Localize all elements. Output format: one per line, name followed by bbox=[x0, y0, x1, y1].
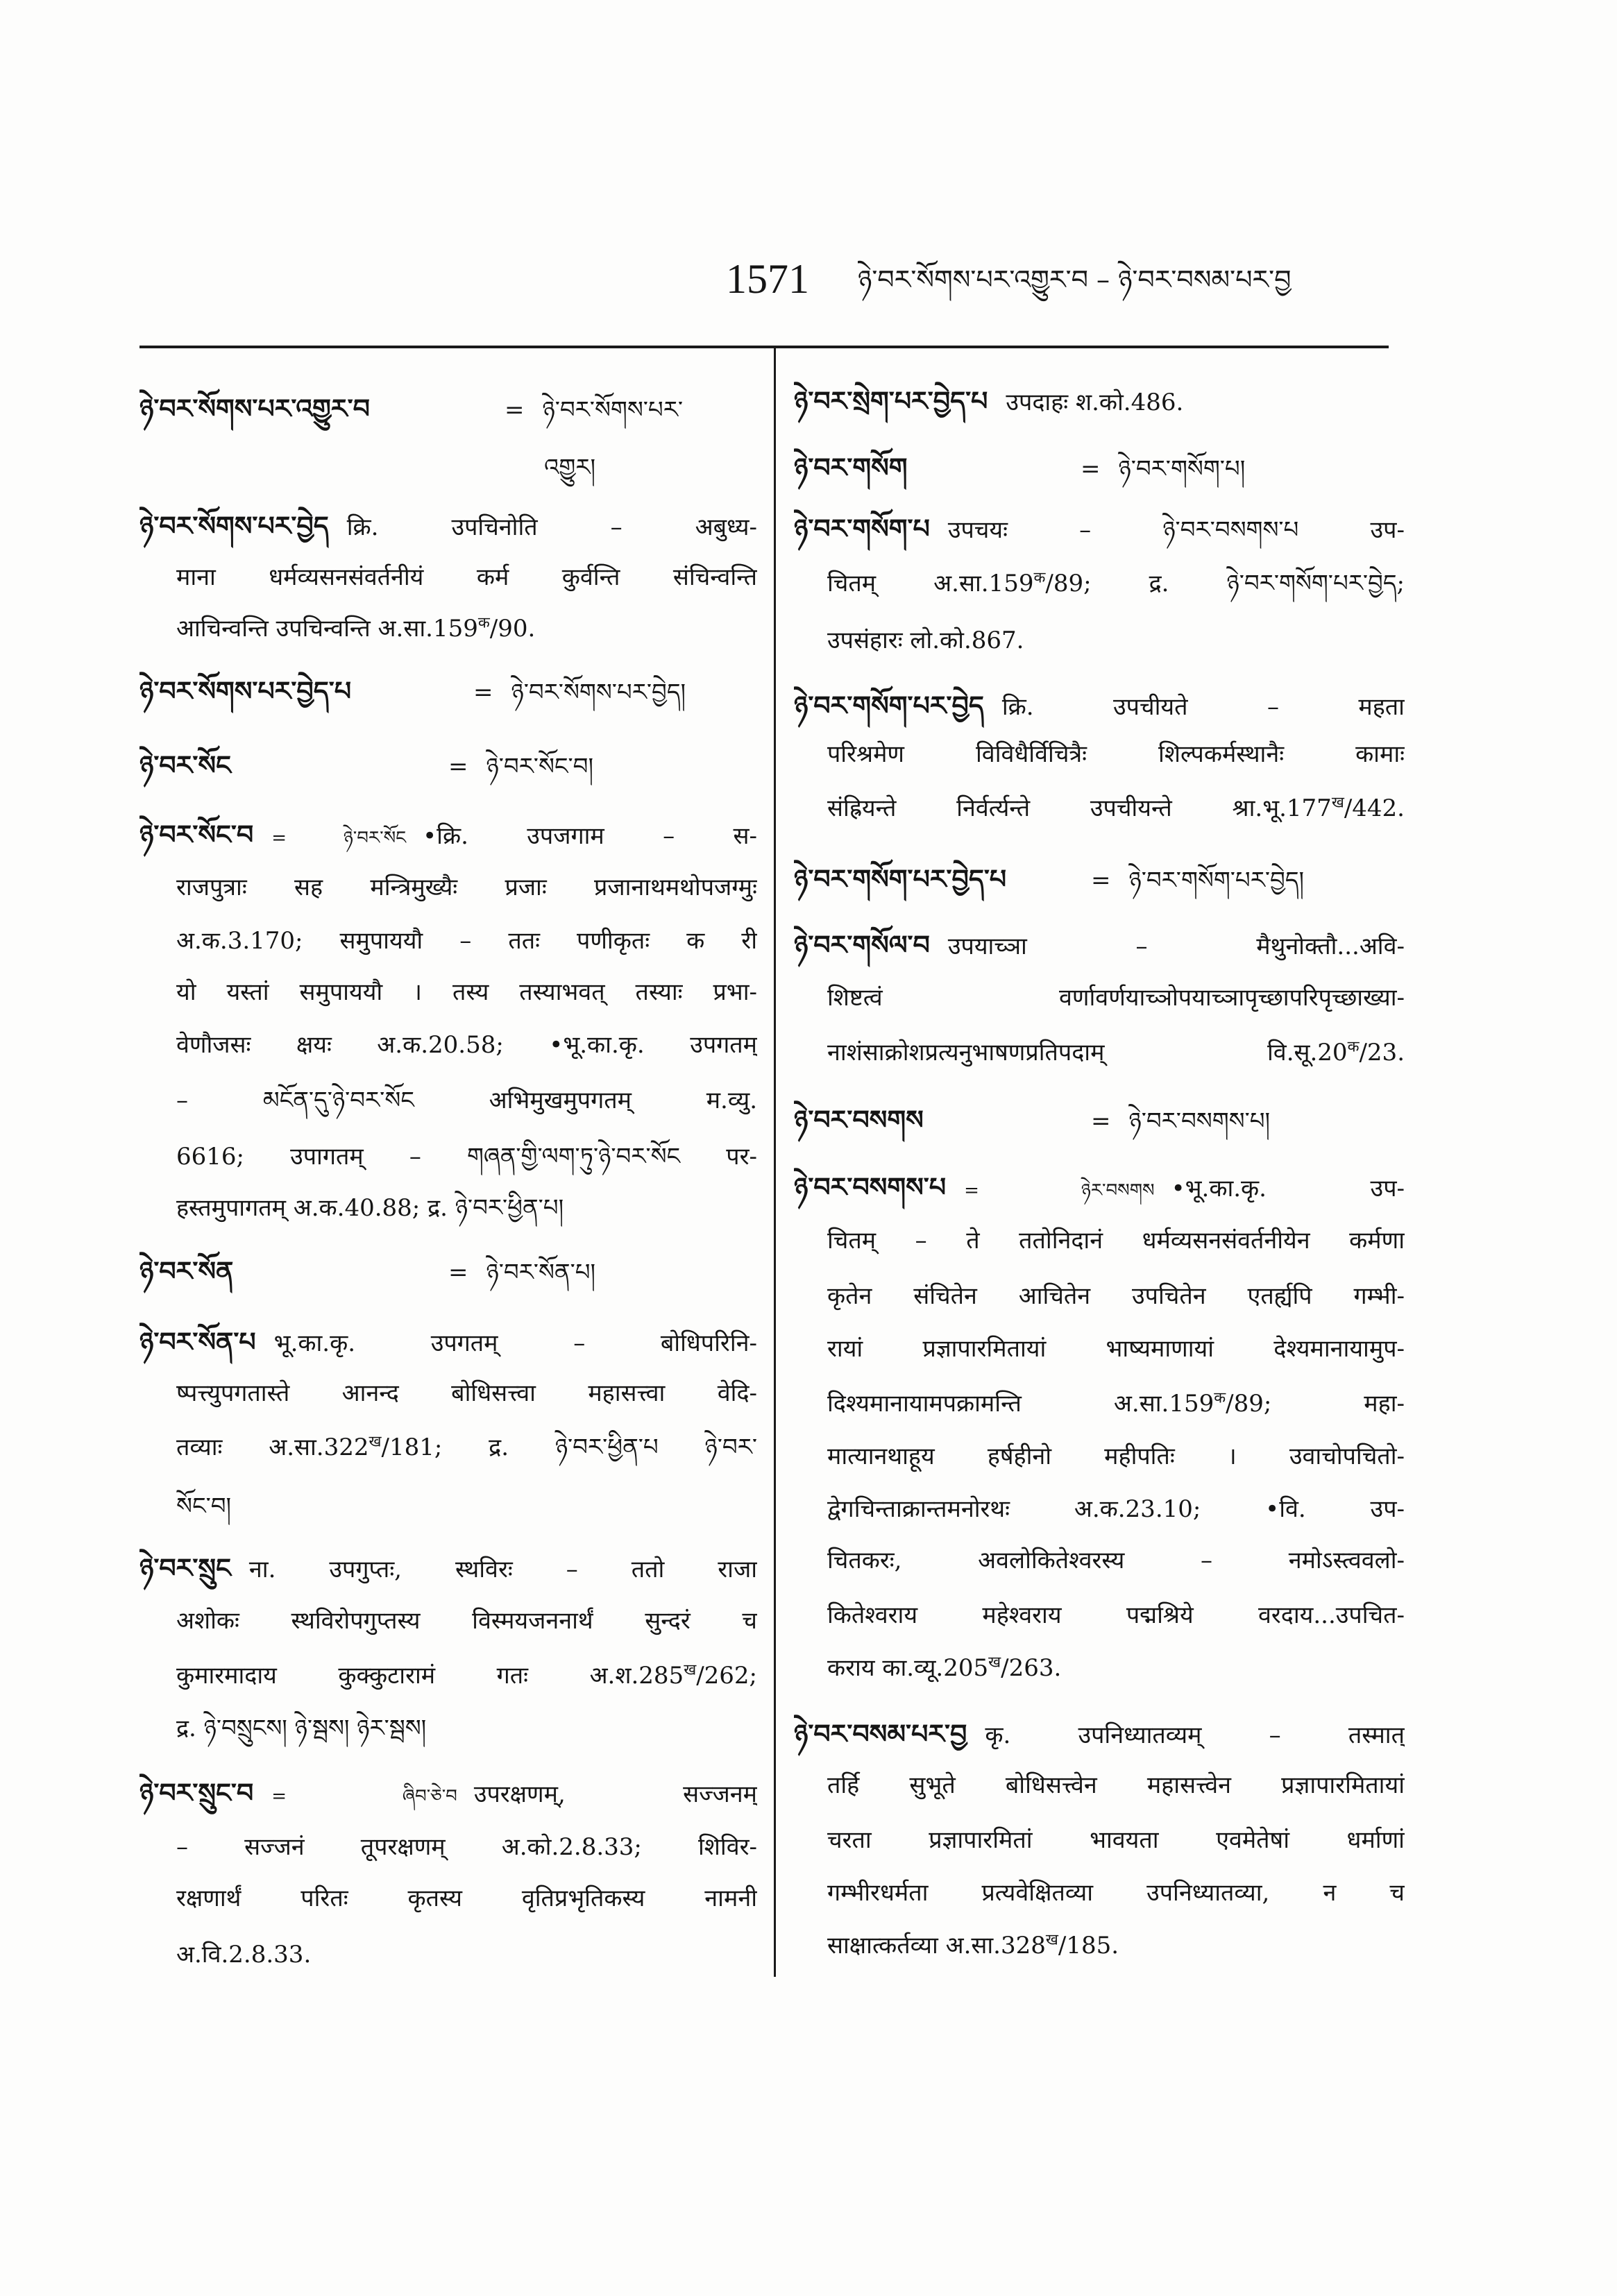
entry-continuation-line bbox=[176, 916, 757, 966]
entry-text: ཉེ་བར་སོགས་པར་བྱེད། bbox=[511, 679, 686, 706]
entry-text: चितकरः, अवलोकितेश्वरस्य – नमोऽस्त्ववलो- bbox=[827, 1547, 1405, 1574]
entry-text: मात्यानथाहूय हर्षहीनो महीपतिः । उवाचोपचितो- bbox=[827, 1443, 1405, 1470]
entry-first-line bbox=[794, 376, 1405, 426]
entry-text: /442. bbox=[1344, 794, 1405, 822]
entry-continuation-line bbox=[827, 1379, 1405, 1429]
headword: ཉེ་བར་བསགས་པ bbox=[794, 1171, 947, 1202]
entry-first-line bbox=[139, 501, 757, 551]
entry-text: माना धर्मव्यसनसंवर्तनीयं कर्म कुर्वन्ति संचिन्वन्ति bbox=[176, 563, 757, 591]
entry-continuation-line bbox=[176, 552, 757, 602]
equals-sign: = bbox=[1091, 1107, 1111, 1135]
superscript-mark: क bbox=[1347, 1038, 1360, 1056]
entry-text: •क्रि. उपजगाम – स- bbox=[423, 822, 757, 850]
entry-text: कराय का.व्यू.205 bbox=[827, 1654, 989, 1682]
entry-text: तव्याः अ.सा.322 bbox=[176, 1434, 369, 1461]
entry-text: अशोकः स्थविरोपगुप्तस्य विस्मयजननार्थं सुन्दरं च bbox=[176, 1607, 757, 1635]
entry-text: परिश्रमेण विविधैर्विचित्रैः शिल्पकर्मस्थानैः कामाः bbox=[827, 740, 1405, 768]
entry-text: भू.का.कृ. उपगतम् – बोधिपरिनि- bbox=[273, 1329, 757, 1357]
entry-first-line bbox=[794, 681, 1405, 731]
headword: ཉེ་བར་གསོག bbox=[794, 452, 908, 483]
entry-text: राजपुत्राः सह मन्त्रिमुख्यैः प्रजाः प्रजानाथमथोपजग्मुः bbox=[176, 874, 757, 901]
entry-first-line bbox=[139, 384, 757, 434]
entry-text: अ.वि.2.8.33. bbox=[176, 1941, 312, 1968]
entry-continuation-line bbox=[827, 783, 1405, 833]
superscript-mark: ख bbox=[369, 1433, 382, 1451]
entry-text: /185. bbox=[1058, 1932, 1119, 1959]
cross-reference: = ཉེར་བསགས bbox=[964, 1180, 1155, 1201]
right-column bbox=[794, 0, 1405, 2296]
entry-continuation-line bbox=[176, 1822, 757, 1872]
entry-text: ཉེ་བར་སོན་པ། bbox=[486, 1259, 596, 1286]
entry-text: यो यस्तां समुपाययौ । तस्य तस्याभवत् तस्याः प्रभा- bbox=[176, 978, 757, 1006]
entry-continuation-line bbox=[827, 1484, 1405, 1534]
entry-continuation-line bbox=[176, 1075, 757, 1125]
headword: ཉེ་བར་སོགས་པར་འགྱུར་བ bbox=[139, 393, 370, 424]
headword: ཉེ་བར་གསོག་པར་བྱེད་པ bbox=[794, 863, 1007, 894]
running-head: ཉེ་བར་སོགས་པར་འགྱུར་བ – ཉེ་བར་བསམ་པར་བྱ bbox=[858, 264, 1292, 295]
superscript-mark: क bbox=[477, 614, 490, 632]
headword: ཉེ་བར་སོན་པ bbox=[139, 1326, 256, 1357]
entry-continuation-line bbox=[176, 1481, 757, 1531]
entry-first-line bbox=[139, 740, 757, 790]
entry-first-line bbox=[139, 1317, 757, 1367]
entry-text: /89; द्र. ཉེ་བར་གསོག་པར་བྱེད; bbox=[1045, 570, 1405, 597]
entry-text: हस्तमुपागतम् अ.क.40.88; द्र. ཉེ་བར་ཕྱིན་པ། bbox=[176, 1194, 564, 1222]
entry-text: ཉེ་བར་གསོག་པ། bbox=[1118, 455, 1246, 483]
entry-first-line bbox=[794, 443, 1405, 493]
entry-text: कुमारमादाय कुक्कुटारामं गतः अ.श.285 bbox=[176, 1662, 684, 1690]
superscript-mark: ख bbox=[1331, 794, 1344, 812]
cross-reference: = ཉེ་བར་སོང bbox=[271, 828, 407, 849]
entry-continuation-line bbox=[827, 1431, 1405, 1481]
entry-continuation-line bbox=[176, 604, 757, 654]
entry-continuation-line bbox=[827, 1760, 1405, 1810]
entry-continuation-line bbox=[827, 1216, 1405, 1266]
entry-text: འགྱུར། bbox=[544, 454, 596, 482]
equals-sign: = bbox=[448, 1259, 468, 1286]
entry-text: दिश्यमानायामपक्रामन्ति अ.सा.159 bbox=[827, 1390, 1214, 1418]
entry-continuation-line bbox=[176, 1368, 757, 1418]
entry-text: /90. bbox=[489, 615, 536, 643]
equals-sign: = bbox=[1081, 455, 1101, 483]
column-divider bbox=[774, 348, 776, 1977]
entry-text: शिष्टत्वं वर्णावर्णयाच्ञोपयाच्ञापृच्छापरिपृच्छाख्या- bbox=[827, 984, 1405, 1012]
entry-text: ཉེ་བར་སོང་བ། bbox=[486, 753, 593, 781]
superscript-mark: ख bbox=[1045, 1931, 1058, 1949]
entry-first-line bbox=[139, 1246, 757, 1296]
equals-sign: = bbox=[473, 679, 493, 706]
headword: ཉེ་བར་སྲུང bbox=[139, 1552, 231, 1583]
page-number: 1571 bbox=[726, 256, 809, 302]
entry-text: /23. bbox=[1359, 1039, 1405, 1066]
entry-text: तर्हि सुभूते बोधिसत्त्वेन महासत्त्वेन प्रज्ञापारमितायां bbox=[827, 1771, 1405, 1799]
headword: ཉེ་བར་སྲེག་པར་བྱེད་པ bbox=[794, 385, 988, 416]
equals-sign: = bbox=[1091, 867, 1111, 894]
entry-text: द्र. ཉེ་བསྲུངས། ཉེ་སྦས། ཉེར་སྦས། bbox=[176, 1715, 427, 1742]
entry-first-line bbox=[139, 1768, 757, 1818]
entry-text: रायां प्रज्ञापारमितायां भाष्यमाणायां देश्यमानायामुप- bbox=[827, 1335, 1405, 1363]
entry-continuation-line bbox=[827, 1868, 1405, 1918]
left-column bbox=[139, 0, 757, 2296]
entry-text: साक्षात्कर्तव्या अ.सा.328 bbox=[827, 1932, 1046, 1959]
entry-continuation-line bbox=[176, 1132, 757, 1182]
entry-text: अ.क.3.170; समुपाययौ – ततः पणीकृतः क री bbox=[176, 927, 757, 955]
entry-text: •भू.का.कृ. उप- bbox=[1171, 1175, 1405, 1202]
superscript-mark: क bbox=[1214, 1389, 1226, 1407]
equals-sign: = bbox=[448, 753, 468, 781]
entry-text: क्रि. उपचीयते – महता bbox=[1001, 693, 1405, 721]
entry-text: – མངོན་དུ་ཉེ་བར་སོང अभिमुखमुपगतम् म.व्यु. bbox=[176, 1087, 757, 1114]
entry-text: नाशंसाक्रोशप्रत्यनुभाषणप्रतिपदाम् वि.सू.20 bbox=[827, 1039, 1348, 1066]
entry-continuation-line bbox=[827, 973, 1405, 1023]
headword: ཉེ་བར་སོགས་པར་བྱེད bbox=[139, 510, 329, 541]
headword: ཉེ་བར་གསོག་པ bbox=[794, 513, 930, 544]
entry-first-line bbox=[794, 1709, 1405, 1759]
entry-continuation-line bbox=[827, 559, 1405, 609]
entry-first-line bbox=[139, 666, 757, 716]
entry-continuation-line bbox=[827, 1271, 1405, 1321]
entry-text: कृतेन संचितेन आचितेन उपचितेन एतर्ह्यपि गम्भी- bbox=[827, 1282, 1405, 1310]
entry-text: उपरक्षणम्, सज्जनम् bbox=[473, 1780, 757, 1808]
entry-continuation-line bbox=[176, 1596, 757, 1646]
superscript-mark: ख bbox=[684, 1661, 697, 1679]
entry-continuation-line bbox=[827, 1028, 1405, 1078]
entry-text: /181; द्र. ཉེ་བར་ཕྱིན་པ ཉེ་བར་ bbox=[381, 1434, 757, 1461]
cross-reference: = ཞིབ་ཅེ་བ bbox=[271, 1786, 457, 1807]
entry-text: 6616; उपागतम् – གཞན་གྱི་ལག་ཏུ་ཉེ་བར་སོང पर- bbox=[176, 1143, 757, 1171]
entry-first-line bbox=[794, 1095, 1405, 1145]
superscript-mark: क bbox=[1033, 569, 1046, 587]
entry-text: उपयाच्ञा – मैथुनोक्तौ...अवि- bbox=[947, 933, 1405, 960]
entry-text: कृ. उपनिध्यातव्यम् – तस्मात् bbox=[985, 1721, 1405, 1749]
entry-text: /89; महा- bbox=[1226, 1390, 1405, 1418]
entry-text: द्वेगचिन्ताक्रान्तमनोरथः अ.क.23.10; •वि. उप- bbox=[827, 1495, 1405, 1523]
entry-continuation-line bbox=[176, 1873, 757, 1923]
entry-continuation-line bbox=[176, 862, 757, 912]
headword: ཉེ་བར་སོགས་པར་བྱེད་པ bbox=[139, 675, 352, 706]
entry-text: क्रि. उपचिनोति – अबुध्य- bbox=[346, 513, 757, 541]
entry-first-line bbox=[794, 854, 1405, 904]
headword: ཉེ་བར་སྲུང་བ bbox=[139, 1777, 254, 1808]
entry-continuation-line bbox=[176, 1422, 757, 1472]
entry-text: ष्पत्त्युपगतास्ते आनन्द बोधिसत्त्वा महासत्त्वा वेदि- bbox=[176, 1379, 757, 1407]
headword: ཉེ་བར་བསམ་པར་བྱ bbox=[794, 1718, 967, 1749]
entry-continuation-line bbox=[176, 1183, 757, 1233]
entry-continuation-line bbox=[176, 967, 757, 1017]
entry-text: संह्रियन्ते निर्वर्त्यन्ते उपचीयन्ते श्रा.भू.177 bbox=[827, 794, 1332, 822]
entry-text: वेणौजसः क्षयः अ.क.20.58; •भू.का.कृ. उपगतम् bbox=[176, 1031, 757, 1059]
entry-continuation-line bbox=[827, 729, 1405, 779]
entry-continuation-line bbox=[827, 1921, 1405, 1971]
entry-text: उपदाहः श.को.486. bbox=[1006, 389, 1184, 416]
entry-text: ཉེ་བར་སོགས་པར་ bbox=[542, 396, 684, 424]
entry-text: उपचयः – ཉེ་བར་བསགས་པ उप- bbox=[947, 516, 1405, 544]
entry-continuation-line bbox=[827, 1590, 1405, 1640]
entry-text: /262; bbox=[696, 1662, 757, 1690]
entry-text: कितेश्वराय महेश्वराय पद्मश्रिये वरदाय...उपचित- bbox=[827, 1601, 1405, 1629]
entry-first-line bbox=[794, 504, 1405, 554]
entry-continuation-line bbox=[176, 1703, 757, 1753]
headword: ཉེ་བར་བསགས bbox=[794, 1104, 924, 1135]
entry-first-line bbox=[794, 1162, 1405, 1212]
equals-sign: = bbox=[505, 396, 525, 424]
superscript-mark: ख bbox=[988, 1653, 1001, 1672]
entry-text: སོང་བ། bbox=[176, 1493, 232, 1520]
entry-text: रक्षणार्थं परितः कृतस्य वृतिप्रभृतिकस्य नामनी bbox=[176, 1885, 757, 1912]
entry-text: गम्भीरधर्मता प्रत्यवेक्षितव्या उपनिध्यातव्या, न च bbox=[827, 1879, 1405, 1907]
headword: ཉེ་བར་གསོག་པར་བྱེད bbox=[794, 690, 984, 721]
entry-continuation-line bbox=[176, 1651, 757, 1701]
entry-text: /263. bbox=[1001, 1654, 1062, 1682]
entry-first-line bbox=[794, 920, 1405, 970]
entry-text: चितम् अ.सा.159 bbox=[827, 570, 1034, 597]
entry-continuation-line bbox=[827, 615, 1405, 665]
headword: ཉེ་བར་སོང་བ bbox=[139, 819, 254, 850]
headword: ཉེ་བར་གསོལ་བ bbox=[794, 929, 930, 960]
entry-text: चितम् – ते ततोनिदानं धर्मव्यसनसंवर्तनीयेन कर्मणा bbox=[827, 1227, 1405, 1255]
entry-text: उपसंहारः लो.को.867. bbox=[827, 627, 1024, 654]
entry-text: – सज्जनं तूपरक्षणम् अ.को.2.8.33; शिविर- bbox=[176, 1833, 757, 1861]
entry-text: आचिन्वन्ति उपचिन्वन्ति अ.सा.159 bbox=[176, 615, 478, 643]
entry-continuation-line bbox=[827, 1324, 1405, 1374]
entry-continuation-line bbox=[827, 1815, 1405, 1865]
entry-text: चरता प्रज्ञापारमितां भावयता एवमेतेषां धर्माणां bbox=[827, 1826, 1405, 1854]
entry-text: ཉེ་བར་གསོག་པར་བྱེད། bbox=[1128, 867, 1305, 894]
headword: ཉེ་བར་སོང bbox=[139, 749, 231, 781]
headword: ཉེ་བར་སོན bbox=[139, 1255, 234, 1286]
entry-continuation-line bbox=[544, 443, 757, 493]
entry-first-line bbox=[139, 810, 757, 860]
entry-text: ཉེ་བར་བསགས་པ། bbox=[1128, 1107, 1271, 1135]
entry-continuation-line bbox=[176, 1020, 757, 1070]
entry-continuation-line bbox=[176, 1930, 757, 1980]
entry-continuation-line bbox=[827, 1643, 1405, 1693]
entry-continuation-line bbox=[827, 1536, 1405, 1585]
entry-first-line bbox=[139, 1543, 757, 1593]
entry-text: ना. उपगुप्तः, स्थविरः – ततो राजा bbox=[248, 1556, 757, 1583]
